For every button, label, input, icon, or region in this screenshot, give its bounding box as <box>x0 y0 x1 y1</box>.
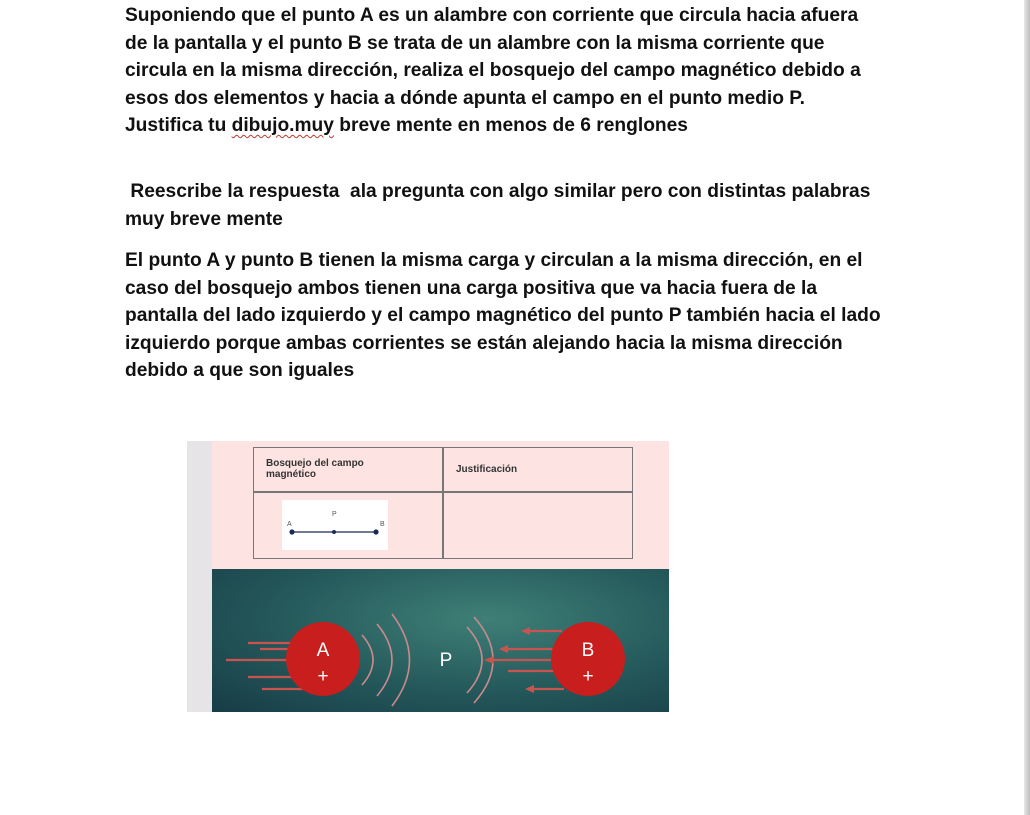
mini-sketch <box>282 500 388 550</box>
table-header-justification: Justificación <box>456 464 518 475</box>
question-paragraph <box>125 2 885 140</box>
sketch-table <box>253 447 633 559</box>
page-right-edge <box>1024 0 1030 815</box>
table-header-sketch: Bosquejo del campo magnético <box>266 458 364 480</box>
mini-point-b <box>373 529 378 534</box>
charge-b-label: B <box>581 640 595 661</box>
question-text: Suponiendo que el punto A es un alambre con corriente que circula hacia afuera de la pantalla y el punto B se trata de un alambre con la misma corriente que circula en la misma dirección, realiza el bosquejo del campo magnético debido a esos dos elementos y hacia a dónde apunta el campo en el punto medio P. Justifica tu <box>125 5 861 136</box>
rewrite-prompt-paragraph <box>125 178 885 233</box>
mini-point-p <box>332 530 336 534</box>
question-text-end: breve mente en menos de 6 renglones <box>333 115 688 136</box>
charge-a-label: A <box>316 640 330 661</box>
answer-text: El punto A y punto B tienen la misma carga y circulan a la misma dirección, en el caso del bosquejo ambos tienen una carga positiva que va hacia fuera de la pantalla del lado izquierdo y el campo magnético del punto P también hacia el lado izquierdo porque ambas corrientes se están alejando hacia la misma dirección debido a que son iguales <box>125 250 881 381</box>
charge-b-sign: + <box>582 666 594 687</box>
mini-label-p: P <box>332 511 337 518</box>
mini-point-a <box>289 529 294 534</box>
field-diagram <box>212 569 669 712</box>
midpoint-p-label: P <box>439 650 453 671</box>
figure-left-strip <box>187 441 212 712</box>
charge-a-sign: + <box>317 666 329 687</box>
pasted-figure[interactable] <box>187 441 669 712</box>
field-arcs-a <box>362 614 410 706</box>
rewrite-prompt-text: Reescribe la respuesta ala pregunta con algo similar pero con distintas palabras muy breve mente <box>125 181 876 230</box>
table-column-divider <box>442 448 444 558</box>
answer-paragraph <box>125 247 885 385</box>
mini-label-a: A <box>287 521 292 528</box>
mini-label-b: B <box>380 521 385 528</box>
spellcheck-flagged-word[interactable]: dibujo.muy <box>231 115 334 136</box>
